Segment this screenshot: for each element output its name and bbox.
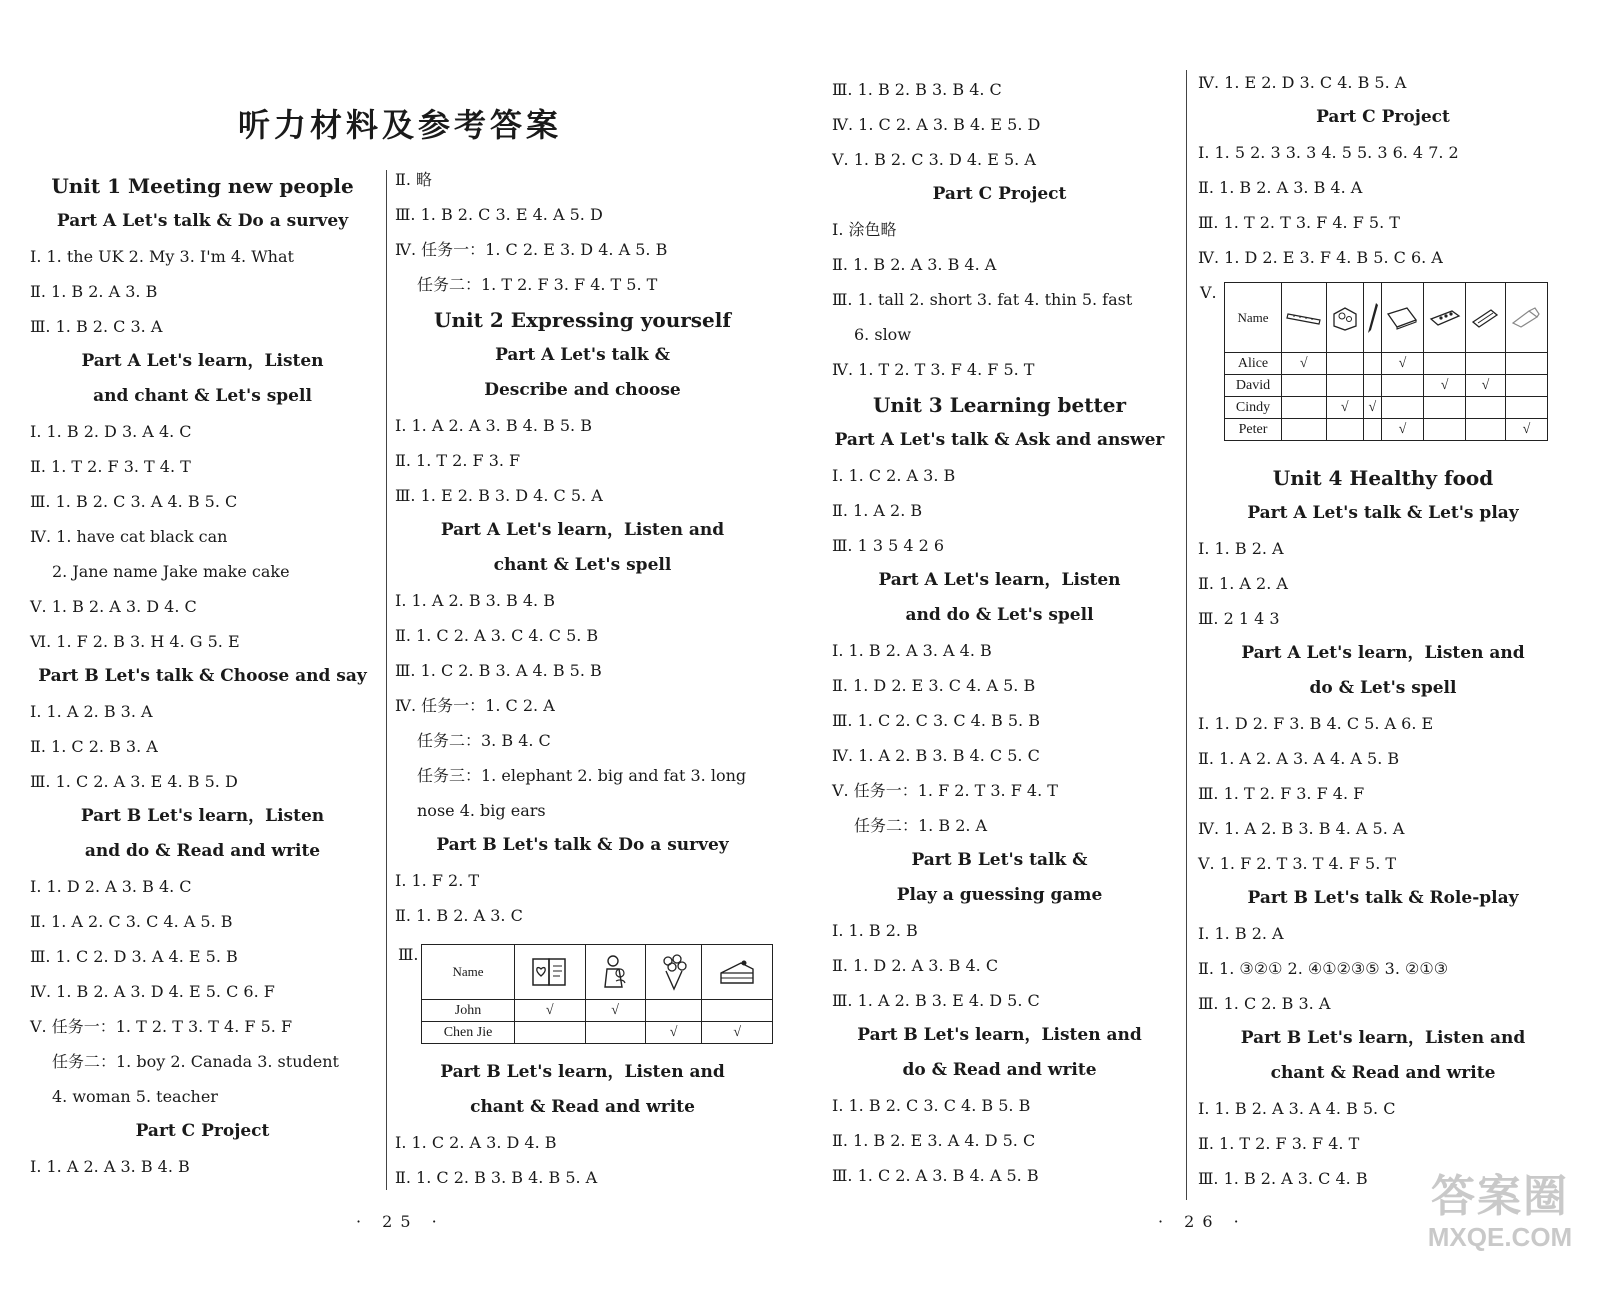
answer-line: Ⅱ. 1. C 2. A 3. C 4. C 5. B <box>395 626 599 645</box>
answer-line: Ⅱ. 1. A 2. C 3. C 4. A 5. B <box>30 912 233 931</box>
check-cell <box>1466 397 1506 419</box>
part-heading: chant & Read and write <box>470 1097 695 1117</box>
part-heading: Part A Let's learn，Listen and <box>440 520 725 540</box>
pencil-box-icon <box>1326 283 1363 353</box>
student-name: David <box>1225 375 1282 397</box>
check-cell: √ <box>1505 419 1547 441</box>
answer-line: Ⅵ. 1. F 2. B 3. H 4. G 5. E <box>30 632 240 651</box>
check-cell <box>1424 419 1466 441</box>
answer-line: Ⅳ. 1. A 2. B 3. B 4. C 5. C <box>832 746 1040 765</box>
answer-line: Ⅱ. 1. D 2. A 3. B 4. C <box>832 956 999 975</box>
answer-line: Ⅰ. 1. C 2. A 3. B <box>832 466 956 485</box>
answer-line: Ⅲ. 1. C 2. B 3. A 4. B 5. B <box>395 661 602 680</box>
column-divider <box>1186 70 1187 1200</box>
student-name: Peter <box>1225 419 1282 441</box>
part-heading: Part A Let's talk & Ask and answer <box>834 430 1165 450</box>
check-cell <box>1363 375 1381 397</box>
check-cell: √ <box>1326 397 1363 419</box>
answer-line: Ⅳ. 1. E 2. D 3. C 4. B 5. A <box>1198 73 1407 92</box>
answer-line: Ⅴ. 1. B 2. C 3. D 4. E 5. A <box>832 150 1036 169</box>
part-heading: Part C Project <box>135 1121 270 1141</box>
watermark-en: MXQE.COM <box>1427 1222 1573 1252</box>
answer-line: Ⅰ. 1. B 2. D 3. A 4. C <box>30 422 192 441</box>
part-heading: Part B Let's talk & Choose and say <box>38 666 367 686</box>
answer-line: Ⅰ. 1. B 2. A 3. A 4. B 5. C <box>1198 1099 1396 1118</box>
answer-line: Ⅱ. 1. ③②① 2. ④①②③⑤ 3. ②①③ <box>1198 959 1449 978</box>
answer-line: 6. slow <box>854 325 912 344</box>
table-row <box>1225 375 1548 397</box>
part-heading: Part A Let's talk & Do a survey <box>56 211 349 231</box>
check-cell <box>645 1000 702 1022</box>
answer-line: Ⅳ. 1. D 2. E 3. F 4. B 5. C 6. A <box>1198 248 1443 267</box>
check-cell <box>1424 397 1466 419</box>
answer-line: Ⅱ. 1. A 2. A 3. A 4. A 5. B <box>1198 749 1400 768</box>
column-divider <box>386 170 387 1190</box>
student-name: Chen Jie <box>422 1022 515 1044</box>
part-heading: do & Let's spell <box>1309 678 1457 698</box>
answer-line: Ⅰ. 1. B 2. A <box>1198 924 1284 943</box>
answer-line: Ⅰ. 1. A 2. A 3. B 4. B <box>30 1157 190 1176</box>
check-cell <box>585 1022 645 1044</box>
answer-line: Ⅱ. 1. C 2. B 3. B 4. B 5. A <box>395 1168 598 1187</box>
answer-line: Ⅱ. 1. A 2. B <box>832 501 923 520</box>
name-header: Name <box>1225 283 1282 353</box>
check-cell <box>702 1000 773 1022</box>
check-cell: √ <box>1282 353 1327 375</box>
part-heading: Part B Let's learn，Listen and <box>1240 1028 1526 1048</box>
cake-icon <box>702 945 773 1000</box>
page-title: 听力材料及参考答案 <box>237 106 562 144</box>
check-cell <box>1282 419 1327 441</box>
answer-line: Ⅰ. 1. A 2. A 3. B 4. B 5. B <box>395 416 592 435</box>
answer-line: Ⅳ. 1. C 2. A 3. B 4. E 5. D <box>832 115 1041 134</box>
check-cell <box>1381 397 1423 419</box>
check-cell <box>1282 397 1327 419</box>
answer-line: Ⅱ. 1. T 2. F 3. F 4. T <box>1198 1134 1360 1153</box>
answer-line: Ⅱ. 1. B 2. E 3. A 4. D 5. C <box>832 1131 1036 1150</box>
crayon-icon <box>1505 283 1547 353</box>
answer-line: Ⅲ. 1. E 2. B 3. D 4. C 5. A <box>395 486 603 505</box>
answer-line: Ⅰ. 1. D 2. F 3. B 4. C 5. A 6. E <box>1198 714 1434 733</box>
check-cell: √ <box>515 1000 586 1022</box>
answer-line: Ⅳ. 1. have cat black can <box>30 527 228 546</box>
answer-line: Ⅲ. 1. C 2. D 3. A 4. E 5. B <box>30 947 238 966</box>
answer-line: Ⅰ. 涂色略 <box>832 220 897 239</box>
answer-line: Ⅱ. 1. B 2. A 3. B 4. A <box>1198 178 1363 197</box>
card-icon <box>515 945 586 1000</box>
answer-line: Ⅱ. 1. C 2. B 3. A <box>30 737 158 756</box>
answer-line: Ⅲ. 1. B 2. B 3. B 4. C <box>832 80 1002 99</box>
answer-line: 2. Jane name Jake make cake <box>52 562 290 581</box>
part-heading: chant & Let's spell <box>493 555 672 575</box>
check-cell <box>1326 419 1363 441</box>
answer-line: nose 4. big ears <box>417 801 546 820</box>
answer-line: Ⅴ. 1. F 2. T 3. T 4. F 5. T <box>1198 854 1397 873</box>
table-row <box>422 1022 773 1044</box>
page-number-left: · 25 · <box>356 1212 445 1231</box>
answer-line: Ⅲ. 1. A 2. B 3. E 4. D 5. C <box>832 991 1040 1010</box>
part-heading: Part A Let's talk & <box>495 345 670 365</box>
answer-line: Ⅰ. 1. B 2. A 3. A 4. B <box>832 641 992 660</box>
part-heading: Part C Project <box>1316 107 1450 127</box>
part-heading: Part B Let's talk & Role-play <box>1247 888 1519 908</box>
check-cell <box>515 1022 586 1044</box>
answer-line: Ⅰ. 1. C 2. A 3. D 4. B <box>395 1133 557 1152</box>
part-heading: Part A Let's learn，Listen and <box>1241 643 1525 663</box>
answer-line: Ⅰ. 1. B 2. A <box>1198 539 1284 558</box>
answer-line: Ⅳ. 任务一：1. C 2. A <box>395 696 555 715</box>
unit-heading: Unit 2 Expressing yourself <box>434 308 731 332</box>
mother-child-icon <box>585 945 645 1000</box>
answer-line: Ⅲ. 1. B 2. C 3. A 4. B 5. C <box>30 492 238 511</box>
check-cell <box>1363 419 1381 441</box>
answer-line: 任务三：1. elephant 2. big and fat 3. long <box>417 766 747 785</box>
answer-line: Ⅱ. 1. B 2. A 3. B <box>30 282 158 301</box>
part-heading: and do & Read and write <box>84 841 321 861</box>
notebook-icon <box>1381 283 1423 353</box>
check-cell <box>1505 353 1547 375</box>
eraser-icon <box>1424 283 1466 353</box>
check-cell <box>1466 353 1506 375</box>
answer-line: 任务二：3. B 4. C <box>417 731 551 750</box>
answer-line: Ⅳ. 1. T 2. T 3. F 4. F 5. T <box>832 360 1035 379</box>
check-cell <box>1326 375 1363 397</box>
part-heading: Play a guessing game <box>896 885 1103 905</box>
answer-line: Ⅲ. 1. C 2. A 3. B 4. A 5. B <box>832 1166 1039 1185</box>
answer-line: Ⅱ. 略 <box>395 170 433 189</box>
check-cell: √ <box>1466 375 1506 397</box>
answer-line: Ⅲ. 1 3 5 4 2 6 <box>832 536 945 555</box>
student-name: John <box>422 1000 515 1022</box>
check-cell <box>1424 353 1466 375</box>
check-cell <box>1505 375 1547 397</box>
answer-line: Ⅴ. 任务一：1. F 2. T 3. F 4. T <box>832 781 1058 800</box>
part-heading: Part A Let's talk & Let's play <box>1247 503 1519 523</box>
table-row <box>1225 419 1548 441</box>
answer-line: Ⅳ. 1. B 2. A 3. D 4. E 5. C 6. F <box>30 982 275 1001</box>
answer-line: Ⅴ. 任务一：1. T 2. T 3. T 4. F 5. F <box>30 1017 293 1036</box>
student-name: Alice <box>1225 353 1282 375</box>
part-heading: and do & Let's spell <box>905 605 1094 625</box>
answer-line: Ⅲ. 1. C 2. A 3. E 4. B 5. D <box>30 772 238 791</box>
check-cell: √ <box>1381 353 1423 375</box>
answer-line: Ⅲ. 1. C 2. C 3. C 4. B 5. B <box>832 711 1040 730</box>
survey-table <box>421 944 773 1044</box>
answer-line: Ⅲ. 1. T 2. T 3. F 4. F 5. T <box>1198 213 1400 232</box>
unit-heading: Unit 4 Healthy food <box>1272 466 1494 490</box>
part-heading: Part B Let's learn，Listen and <box>440 1062 725 1082</box>
section-label: Ⅲ. <box>398 945 419 964</box>
answer-line: Ⅲ. 1. tall 2. short 3. fat 4. thin 5. fast <box>832 290 1133 309</box>
name-header: Name <box>422 945 515 1000</box>
answer-line: Ⅰ. 1. the UK 2. My 3. I'm 4. What <box>30 247 294 266</box>
part-heading: chant & Read and write <box>1270 1063 1496 1083</box>
answer-line: Ⅱ. 1. T 2. F 3. F <box>395 451 521 470</box>
part-heading: Describe and choose <box>484 380 681 400</box>
answer-line: Ⅲ. 1. C 2. B 3. A <box>1198 994 1331 1013</box>
part-heading: and chant & Let's spell <box>93 386 312 406</box>
part-heading: do & Read and write <box>902 1060 1097 1080</box>
answer-line: Ⅰ. 1. D 2. A 3. B 4. C <box>30 877 192 896</box>
check-cell <box>1363 353 1381 375</box>
answer-line: Ⅱ. 1. B 2. A 3. B 4. A <box>832 255 997 274</box>
part-heading: Part B Let's talk & <box>911 850 1088 870</box>
ruler-icon <box>1282 283 1327 353</box>
part-heading: Part A Let's learn，Listen <box>81 351 324 371</box>
part-heading: Part B Let's talk & Do a survey <box>436 835 729 855</box>
student-name: Cindy <box>1225 397 1282 419</box>
check-cell: √ <box>702 1022 773 1044</box>
answer-line: Ⅱ. 1. B 2. A 3. C <box>395 906 523 925</box>
check-cell: √ <box>645 1022 702 1044</box>
answer-line: Ⅰ. 1. F 2. T <box>395 871 480 890</box>
answer-line: Ⅱ. 1. T 2. F 3. T 4. T <box>30 457 191 476</box>
answer-line: Ⅲ. 1. T 2. F 3. F 4. F <box>1198 784 1365 803</box>
answer-line: Ⅰ. 1. 5 2. 3 3. 3 4. 5 5. 3 6. 4 7. 2 <box>1198 143 1459 162</box>
answer-line: Ⅳ. 任务一：1. C 2. E 3. D 4. A 5. B <box>395 240 668 259</box>
answer-line: Ⅲ. 2 1 4 3 <box>1198 609 1280 628</box>
check-cell <box>1381 375 1423 397</box>
answer-line: 任务二：1. B 2. A <box>854 816 988 835</box>
answer-line: 任务二：1. T 2. F 3. F 4. T 5. T <box>417 275 658 294</box>
unit-heading: Unit 3 Learning better <box>872 393 1127 417</box>
answer-line: Ⅰ. 1. B 2. B <box>832 921 918 940</box>
table-row <box>1225 397 1548 419</box>
survey-table <box>1224 282 1548 441</box>
glue-icon <box>1466 283 1506 353</box>
answer-line: Ⅴ. 1. B 2. A 3. D 4. C <box>30 597 197 616</box>
watermark-cn: 答案圈 <box>1431 1172 1569 1221</box>
answer-line: Ⅲ. 1. B 2. A 3. C 4. B <box>1198 1169 1368 1188</box>
watermark <box>1410 1172 1590 1252</box>
flowers-icon <box>645 945 702 1000</box>
check-cell <box>1505 397 1547 419</box>
table-row <box>1225 353 1548 375</box>
check-cell: √ <box>1381 419 1423 441</box>
check-cell: √ <box>1363 397 1381 419</box>
answer-line: Ⅰ. 1. B 2. C 3. C 4. B 5. B <box>832 1096 1031 1115</box>
part-heading: Part A Let's learn，Listen <box>878 570 1121 590</box>
check-cell: √ <box>585 1000 645 1022</box>
answer-line: 4. woman 5. teacher <box>52 1087 218 1106</box>
check-cell <box>1326 353 1363 375</box>
answer-line: Ⅱ. 1. D 2. E 3. C 4. A 5. B <box>832 676 1036 695</box>
check-cell <box>1282 375 1327 397</box>
answer-line: Ⅰ. 1. A 2. B 3. A <box>30 702 153 721</box>
answer-line: Ⅳ. 1. A 2. B 3. B 4. A 5. A <box>1198 819 1405 838</box>
page-number-right: · 26 · <box>1158 1212 1247 1231</box>
answer-line: 任务二：1. boy 2. Canada 3. student <box>52 1052 339 1071</box>
section-label: Ⅴ. <box>1200 283 1217 302</box>
part-heading: Part B Let's learn，Listen and <box>857 1025 1142 1045</box>
table-row <box>422 1000 773 1022</box>
answer-line: Ⅲ. 1. B 2. C 3. A <box>30 317 163 336</box>
pen-icon <box>1363 283 1381 353</box>
unit-heading: Unit 1 Meeting new people <box>51 174 354 198</box>
answer-line: Ⅰ. 1. A 2. B 3. B 4. B <box>395 591 555 610</box>
part-heading: Part B Let's learn，Listen <box>80 806 325 826</box>
answer-line: Ⅱ. 1. A 2. A <box>1198 574 1288 593</box>
part-heading: Part C Project <box>932 184 1067 204</box>
check-cell <box>1466 419 1506 441</box>
answer-line: Ⅲ. 1. B 2. C 3. E 4. A 5. D <box>395 205 603 224</box>
check-cell: √ <box>1424 375 1466 397</box>
